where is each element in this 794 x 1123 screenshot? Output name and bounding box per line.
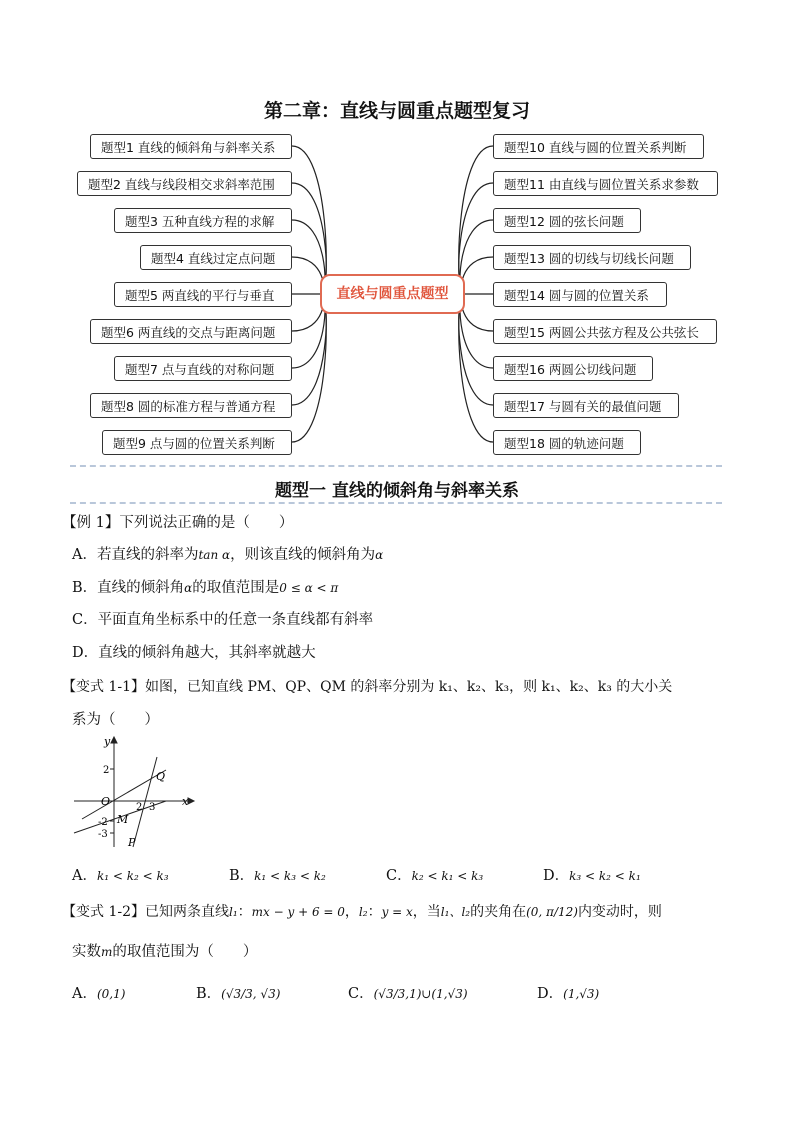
v12-line2a: 实数 bbox=[72, 944, 101, 960]
variant1-1-option-a bbox=[72, 864, 169, 885]
option-a-math2: α bbox=[375, 548, 384, 562]
option-letter: B． bbox=[196, 986, 222, 1002]
divider-bottom bbox=[70, 502, 722, 504]
v12-l1l2: l₁、l₂ bbox=[440, 905, 471, 919]
mindmap-right-13: 题型13 圆的切线与切线长问题 bbox=[493, 245, 691, 270]
option-b-mid: 的取值范围是 bbox=[192, 580, 280, 596]
mindmap-left-5: 题型5 两直线的平行与垂直 bbox=[114, 282, 292, 307]
v12-interval: (0, π/12) bbox=[526, 905, 578, 919]
variant1-1-line2: 系为（ ） bbox=[72, 712, 159, 728]
option-math: k₃ < k₂ < k₁ bbox=[569, 869, 641, 883]
example1-option-a bbox=[72, 543, 383, 564]
example1-stem: 【例 1】下列说法正确的是（ ） bbox=[62, 515, 294, 531]
v12-tail: 内变动时，则 bbox=[577, 904, 662, 920]
option-b-math1: α bbox=[184, 581, 193, 595]
option-b-math2: 0 ≤ α < π bbox=[279, 581, 339, 595]
option-a-math1: tan α bbox=[198, 548, 231, 562]
option-math: (√3/3,1)∪(1,√3) bbox=[373, 987, 468, 1001]
mindmap-center: 直线与圆重点题型 bbox=[320, 274, 465, 314]
option-math: k₁ < k₃ < k₂ bbox=[254, 869, 326, 883]
divider-top bbox=[70, 465, 722, 467]
v12-intro: 【变式 1-2】已知两条直线 bbox=[62, 904, 229, 920]
graph-point-m: M bbox=[117, 813, 129, 826]
option-letter: D． bbox=[537, 986, 564, 1002]
v12-mid: ，当 bbox=[412, 904, 441, 920]
slope-graph bbox=[70, 735, 200, 853]
graph-tick-ym3: -3 bbox=[98, 829, 108, 840]
v12-eq2: y = x bbox=[381, 905, 413, 919]
option-math: k₂ < k₁ < k₃ bbox=[411, 869, 484, 883]
mindmap-right-17: 题型17 与圆有关的最值问题 bbox=[493, 393, 679, 418]
mindmap-left-3: 题型3 五种直线方程的求解 bbox=[114, 208, 292, 233]
graph-origin-label: O bbox=[101, 795, 111, 808]
graph-x-label: x bbox=[182, 795, 189, 808]
option-letter: A． bbox=[72, 868, 97, 884]
mindmap-left-7: 题型7 点与直线的对称问题 bbox=[114, 356, 292, 381]
mindmap-right-16: 题型16 两圆公切线问题 bbox=[493, 356, 653, 381]
mindmap-right-12: 题型12 圆的弦长问题 bbox=[493, 208, 641, 233]
graph-tick-ym2: -2 bbox=[98, 817, 108, 828]
section-title: 题型一 直线的倾斜角与斜率关系 bbox=[275, 481, 519, 501]
mindmap-left-6: 题型6 两直线的交点与距离问题 bbox=[90, 319, 292, 344]
example1-option-b bbox=[72, 576, 338, 597]
option-letter: B． bbox=[229, 868, 255, 884]
graph-tick-y2: 2 bbox=[103, 765, 110, 776]
variant1-2-line2 bbox=[72, 940, 257, 961]
document-title: 第二章：直线与圆重点题型复习 bbox=[263, 100, 530, 122]
variant1-1-option-b bbox=[229, 864, 326, 885]
variant1-2-option-c bbox=[348, 982, 468, 1003]
mindmap-right-10: 题型10 直线与圆的位置关系判断 bbox=[493, 134, 704, 159]
variant1-1-option-c bbox=[386, 864, 483, 885]
option-letter: D． bbox=[543, 868, 570, 884]
variant1-1-line1: 【变式 1-1】如图，已知直线 PM、QP、QM 的斜率分别为 k₁、k₂、k₃，则 k₁、k₂、k₃ 的大小关 bbox=[62, 679, 673, 695]
v12-line2b: 的取值范围为（ ） bbox=[112, 944, 258, 960]
v12-eq1: mx − y + 6 = 0 bbox=[251, 905, 345, 919]
option-math: (√3/3, √3) bbox=[221, 987, 281, 1001]
mindmap-right-14: 题型14 圆与圆的位置关系 bbox=[493, 282, 667, 307]
graph-tick-x2: 2 bbox=[136, 802, 143, 813]
option-letter: A． bbox=[72, 986, 97, 1002]
option-b-text: B．直线的倾斜角 bbox=[72, 580, 185, 596]
variant1-2-option-d bbox=[537, 982, 599, 1003]
option-math: (0,1) bbox=[96, 987, 126, 1001]
graph-y-label: y bbox=[104, 735, 111, 748]
mindmap-left-8: 题型8 圆的标准方程与普通方程 bbox=[90, 393, 292, 418]
variant1-2-option-a bbox=[72, 982, 125, 1003]
variant1-2-option-b bbox=[196, 982, 280, 1003]
v12-angle-text: 的夹角在 bbox=[470, 904, 527, 920]
example1-option-d: D．直线的倾斜角越大，其斜率就越大 bbox=[72, 645, 316, 661]
option-math: k₁ < k₂ < k₃ bbox=[96, 869, 169, 883]
graph-tick-x3: 3 bbox=[149, 802, 156, 813]
mindmap-left-4: 题型4 直线过定点问题 bbox=[140, 245, 292, 270]
variant1-1-option-d bbox=[543, 864, 641, 885]
option-letter: C． bbox=[386, 868, 412, 884]
graph-point-p: P bbox=[128, 836, 136, 849]
mindmap-right-11: 题型11 由直线与圆位置关系求参数 bbox=[493, 171, 718, 196]
mindmap-right-15: 题型15 两圆公共弦方程及公共弦长 bbox=[493, 319, 717, 344]
graph-point-q: Q bbox=[156, 770, 166, 783]
option-a-text: A．若直线的斜率为 bbox=[72, 547, 199, 563]
option-math: (1,√3) bbox=[563, 987, 600, 1001]
mindmap-left-9: 题型9 点与圆的位置关系判断 bbox=[102, 430, 292, 455]
mindmap-right-18: 题型18 圆的轨迹问题 bbox=[493, 430, 641, 455]
option-a-mid: ，则该直线的倾斜角为 bbox=[230, 547, 376, 563]
mindmap-left-1: 题型1 直线的倾斜角与斜率关系 bbox=[90, 134, 292, 159]
v12-l2: l₂ bbox=[358, 905, 368, 919]
variant1-2-line1: 【变式 1-2】已知两条直线l₁：mx − y + 6 = 0，l₂：y = x，当l₁、l₂的夹角在(0, π/12)内变动时，则 bbox=[62, 904, 662, 920]
example1-option-c: C．平面直角坐标系中的任意一条直线都有斜率 bbox=[72, 612, 374, 628]
v12-l1: l₁ bbox=[229, 905, 238, 919]
option-letter: C． bbox=[348, 986, 374, 1002]
mindmap-left-2: 题型2 直线与线段相交求斜率范围 bbox=[77, 171, 292, 196]
v12-mvar: m bbox=[101, 945, 113, 959]
